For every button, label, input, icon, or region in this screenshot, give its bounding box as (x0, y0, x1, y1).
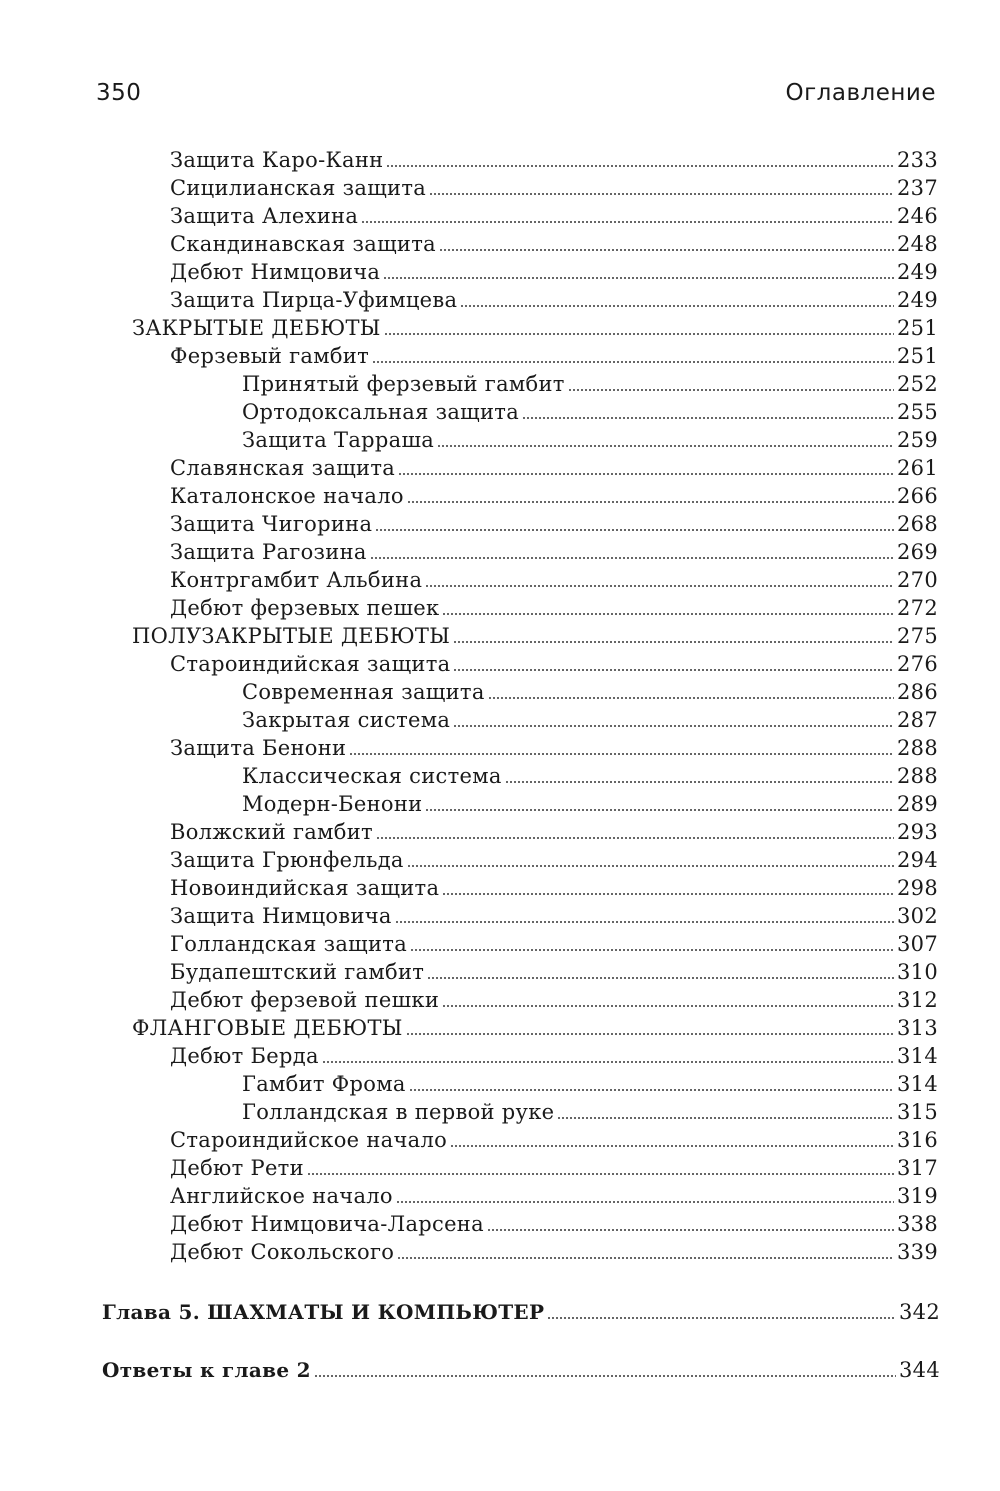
toc-entry[interactable] (242, 398, 938, 426)
toc-entry-title: Сицилианская защита (170, 176, 427, 200)
toc-entry-title: Защита Каро-Канн (170, 148, 384, 172)
dot-leader (557, 1117, 894, 1119)
toc-entry-title: Дебют Берда (170, 1044, 319, 1068)
toc-entry-title: Защита Грюнфельда (170, 848, 404, 872)
toc-entry-title: ЗАКРЫТЫЕ ДЕБЮТЫ (132, 316, 381, 340)
toc-entry-page: 298 (897, 876, 938, 900)
toc-entry[interactable] (170, 734, 938, 762)
toc-chapter-page: 344 (899, 1358, 940, 1382)
dot-leader (322, 1061, 894, 1063)
toc-entry[interactable] (170, 846, 938, 874)
dot-leader (376, 837, 894, 839)
toc-entry-page: 270 (897, 568, 938, 592)
toc-entry-page: 317 (897, 1156, 938, 1180)
toc-entry-title: Классическая система (242, 764, 502, 788)
toc-entry-title: Славянская защита (170, 456, 396, 480)
toc-entry-page: 233 (897, 148, 938, 172)
toc-entry-title: Дебют ферзевых пешек (170, 596, 440, 620)
toc-entry[interactable] (170, 566, 938, 594)
toc-entry[interactable] (170, 1238, 938, 1266)
dot-leader (453, 641, 894, 643)
running-title: Оглавление (785, 80, 936, 106)
toc-entry-page: 246 (897, 204, 938, 228)
dot-leader (487, 1229, 894, 1231)
dot-leader (439, 249, 894, 251)
dot-leader (386, 165, 894, 167)
dot-leader (522, 417, 894, 419)
toc-entry-page: 319 (897, 1184, 938, 1208)
dot-leader (547, 1317, 896, 1319)
dot-leader (460, 305, 894, 307)
toc-entry[interactable] (242, 762, 938, 790)
toc-entry-page: 251 (897, 316, 938, 340)
toc-entry-page: 338 (897, 1212, 938, 1236)
toc-entry-page: 314 (897, 1072, 938, 1096)
toc-entry-title: Каталонское начало (170, 484, 404, 508)
toc-entry-title: Староиндийская защита (170, 652, 451, 676)
toc-entry-title: Ферзевый гамбит (170, 344, 370, 368)
toc-entry-title: Новоиндийская защита (170, 876, 440, 900)
toc-entry[interactable] (170, 1126, 938, 1154)
toc-entry-title: Защита Пирца-Уфимцева (170, 288, 458, 312)
dot-leader (425, 585, 894, 587)
toc-entry-title: Голландская в первой руке (242, 1100, 555, 1124)
toc-entry-page: 314 (897, 1044, 938, 1068)
dot-leader (349, 753, 894, 755)
toc-entry[interactable] (170, 510, 938, 538)
toc-entry-page: 276 (897, 652, 938, 676)
toc-entry-title: Контргамбит Альбина (170, 568, 423, 592)
dot-leader (361, 221, 894, 223)
toc-entry[interactable] (170, 818, 938, 846)
dot-leader (395, 921, 894, 923)
toc-chapter-entry[interactable] (102, 1298, 940, 1326)
toc-entry-title: Защита Бенони (170, 736, 347, 760)
toc-entry[interactable] (170, 594, 938, 622)
dot-leader (427, 977, 894, 979)
dot-leader (314, 1375, 896, 1377)
dot-leader (407, 865, 894, 867)
toc-entry[interactable] (170, 482, 938, 510)
toc-entry-title: Принятый ферзевый гамбит (242, 372, 565, 396)
toc-entry[interactable] (170, 986, 938, 1014)
dot-leader (505, 781, 894, 783)
toc-entry-page: 339 (897, 1240, 938, 1264)
toc-chapter-page: 342 (899, 1300, 940, 1324)
toc-entry-page: 237 (897, 176, 938, 200)
toc-entry-title: Волжский гамбит (170, 820, 373, 844)
toc-entry-page: 268 (897, 512, 938, 536)
dot-leader (450, 1145, 894, 1147)
toc-entry-page: 302 (897, 904, 938, 928)
dot-leader (568, 389, 894, 391)
toc-entry-title: Будапештский гамбит (170, 960, 425, 984)
toc-entry-title: Голландская защита (170, 932, 408, 956)
toc-entry[interactable] (170, 454, 938, 482)
toc-entry-title: Дебют Нимцовича (170, 260, 381, 284)
toc-entry[interactable] (170, 538, 938, 566)
toc-entry-title: Дебют ферзевой пешки (170, 988, 440, 1012)
toc-entry[interactable] (170, 650, 938, 678)
toc-entry-page: 310 (897, 960, 938, 984)
toc-entry-page: 266 (897, 484, 938, 508)
toc-entry-title: Дебют Рети (170, 1156, 304, 1180)
toc-entry-page: 294 (897, 848, 938, 872)
dot-leader (442, 1005, 894, 1007)
toc-entry-page: 272 (897, 596, 938, 620)
toc-chapter-title: Ответы к главе 2 (102, 1358, 311, 1382)
dot-leader (429, 193, 894, 195)
toc-chapter-title: Глава 5. ШАХМАТЫ И КОМПЬЮТЕР (102, 1300, 545, 1324)
toc-entry[interactable] (170, 230, 938, 258)
toc-entry[interactable] (242, 678, 938, 706)
toc-entry-page: 248 (897, 232, 938, 256)
toc-entry[interactable] (170, 874, 938, 902)
toc-entry[interactable] (242, 790, 938, 818)
dot-leader (407, 501, 894, 503)
toc-entry[interactable] (170, 958, 938, 986)
toc-entry[interactable] (242, 370, 938, 398)
toc-entry[interactable] (170, 930, 938, 958)
toc-entry-page: 249 (897, 260, 938, 284)
toc-entry[interactable] (170, 902, 938, 930)
dot-leader (406, 1033, 894, 1035)
toc-entry-page: 288 (897, 736, 938, 760)
toc-entry[interactable] (170, 146, 938, 174)
dot-leader (375, 529, 894, 531)
dot-leader (307, 1173, 894, 1175)
toc-entry-page: 293 (897, 820, 938, 844)
toc-entry-page: 255 (897, 400, 938, 424)
dot-leader (410, 949, 894, 951)
toc-entry-page: 261 (897, 456, 938, 480)
dot-leader (397, 1257, 894, 1259)
toc-entry[interactable] (242, 426, 938, 454)
toc-entry[interactable] (132, 622, 938, 650)
toc-entry[interactable] (242, 1098, 938, 1126)
dot-leader (409, 1089, 894, 1091)
dot-leader (425, 809, 894, 811)
toc-entry[interactable] (170, 1210, 938, 1238)
toc-entry[interactable] (170, 1042, 938, 1070)
toc-chapter-entry[interactable] (102, 1356, 940, 1384)
toc-entry[interactable] (132, 1014, 938, 1042)
dot-leader (488, 697, 894, 699)
toc-entry-title: Защита Алехина (170, 204, 359, 228)
toc-entry-page: 313 (897, 1016, 938, 1040)
toc-entry[interactable] (242, 1070, 938, 1098)
dot-leader (453, 725, 894, 727)
dot-leader (396, 1201, 894, 1203)
toc-entry-title: Дебют Нимцовича-Ларсена (170, 1212, 484, 1236)
toc-entry[interactable] (170, 258, 938, 286)
page-number: 350 (96, 80, 142, 106)
toc-entry-title: Ортодоксальная защита (242, 400, 520, 424)
toc-entry[interactable] (170, 286, 938, 314)
toc-entry-title: Защита Чигорина (170, 512, 373, 536)
toc-entry-page: 287 (897, 708, 938, 732)
dot-leader (384, 333, 894, 335)
dot-leader (372, 361, 894, 363)
toc-entry[interactable] (242, 706, 938, 734)
toc-entry-page: 269 (897, 540, 938, 564)
toc-entry-title: Английское начало (170, 1184, 393, 1208)
toc-entry-title: Дебют Сокольского (170, 1240, 395, 1264)
toc-entry-title: Скандинавская защита (170, 232, 436, 256)
dot-leader (370, 557, 894, 559)
toc-entry-page: 275 (897, 624, 938, 648)
toc-entry-page: 289 (897, 792, 938, 816)
toc-entry-page: 259 (897, 428, 938, 452)
toc-entry[interactable] (170, 202, 938, 230)
dot-leader (398, 473, 894, 475)
toc-entry-title: Защита Рагозина (170, 540, 367, 564)
toc-entry[interactable] (170, 174, 938, 202)
toc-entry-title: ФЛАНГОВЫЕ ДЕБЮТЫ (132, 1016, 403, 1040)
toc-entry[interactable] (170, 342, 938, 370)
toc-entry[interactable] (170, 1182, 938, 1210)
dot-leader (383, 277, 894, 279)
dot-leader (442, 613, 894, 615)
toc-entry[interactable] (170, 1154, 938, 1182)
dot-leader (442, 893, 894, 895)
toc-entry-page: 312 (897, 988, 938, 1012)
toc-entry-title: ПОЛУЗАКРЫТЫЕ ДЕБЮТЫ (132, 624, 451, 648)
toc-entry-title: Староиндийское начало (170, 1128, 448, 1152)
toc-entry-page: 307 (897, 932, 938, 956)
toc-entry-title: Гамбит Фрома (242, 1072, 406, 1096)
toc-entry[interactable] (132, 314, 938, 342)
dot-leader (453, 669, 894, 671)
toc-entry-title: Закрытая система (242, 708, 451, 732)
toc-entry-page: 249 (897, 288, 938, 312)
toc-entry-title: Современная защита (242, 680, 485, 704)
dot-leader (437, 445, 894, 447)
toc-entry-title: Защита Нимцовича (170, 904, 392, 928)
toc-entry-page: 316 (897, 1128, 938, 1152)
toc-entry-page: 251 (897, 344, 938, 368)
toc-entry-title: Модерн-Бенони (242, 792, 423, 816)
toc-entry-page: 288 (897, 764, 938, 788)
toc-entry-page: 315 (897, 1100, 938, 1124)
toc-entry-page: 252 (897, 372, 938, 396)
toc-entry-page: 286 (897, 680, 938, 704)
toc-entry-title: Защита Тарраша (242, 428, 435, 452)
